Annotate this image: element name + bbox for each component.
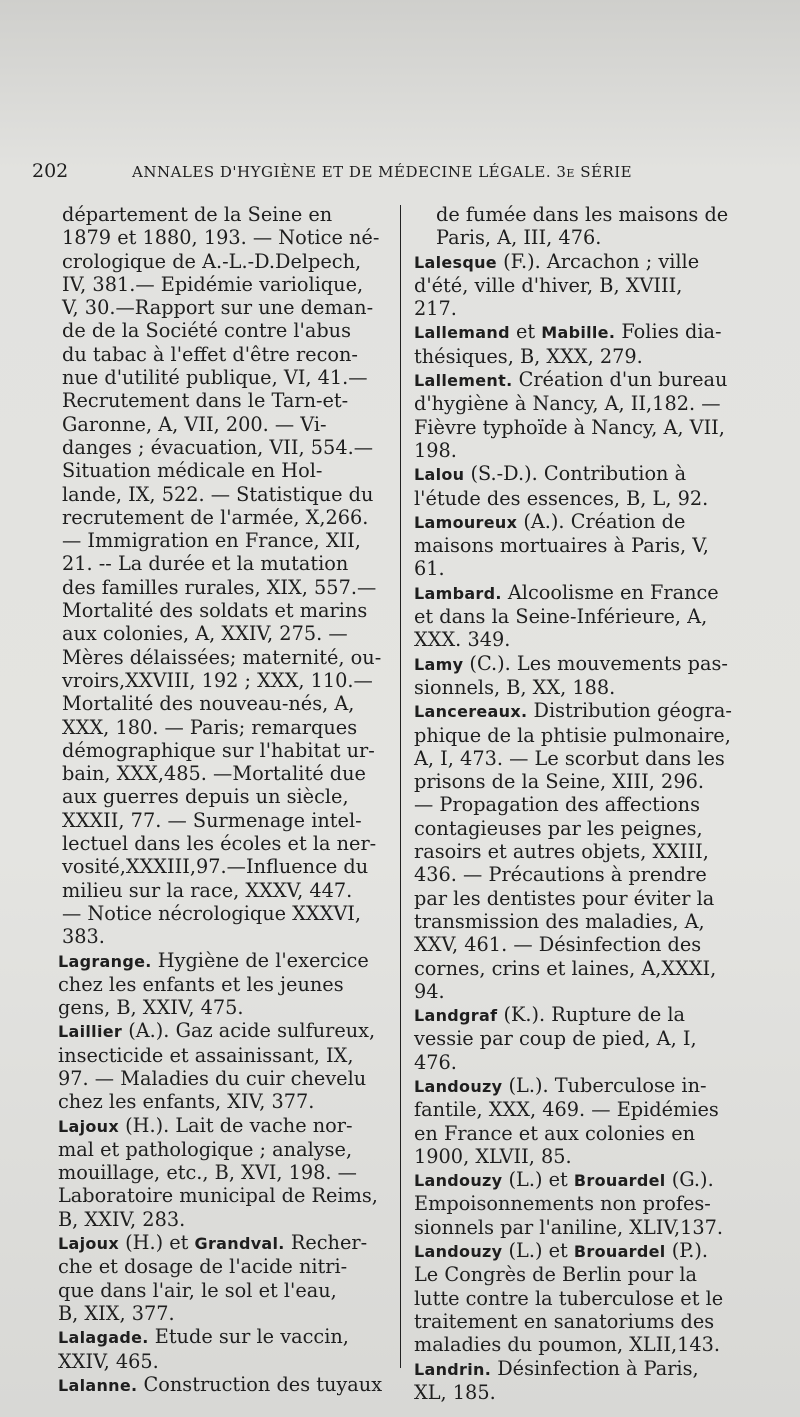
entry-line: che et dosage de l'acide nitri- bbox=[58, 1255, 348, 1279]
entry-line: mal et pathologique ; analyse, bbox=[58, 1137, 353, 1161]
index-entry bbox=[58, 1019, 392, 1113]
index-entry bbox=[414, 581, 770, 652]
author-name: Lalagade. bbox=[58, 1328, 149, 1348]
entry-line: XXIV, 465. bbox=[58, 1349, 159, 1373]
entry-line: recrutement de l'armée, X,266. bbox=[62, 505, 369, 529]
index-entry bbox=[414, 250, 770, 321]
author-name: Lajoux bbox=[58, 1116, 119, 1136]
column-divider bbox=[400, 205, 401, 1368]
author-name: Lambard. bbox=[414, 583, 502, 603]
entry-line: gens, B, XXIV, 475. bbox=[58, 996, 244, 1020]
entry-line: démographique sur l'habitat ur- bbox=[62, 738, 375, 762]
index-entry bbox=[414, 510, 770, 581]
entry-line: département de la Seine en bbox=[62, 203, 333, 226]
entry-first-line bbox=[58, 1113, 392, 1138]
entry-line: Laboratoire municipal de Reims, bbox=[58, 1184, 378, 1208]
entry-line: de fumée dans les maisons de bbox=[436, 203, 729, 226]
entry-text: (F.). Arcachon ; ville bbox=[496, 249, 700, 273]
entry-first-line bbox=[414, 368, 770, 392]
author-name: Lalanne. bbox=[58, 1375, 138, 1395]
author-name: Landrin. bbox=[414, 1359, 492, 1379]
entry-text: (A.). Création de bbox=[517, 509, 686, 533]
entry-line: 1900, XLVII, 85. bbox=[414, 1144, 572, 1168]
running-title: ANNALES D'HYGIÈNE ET DE MÉDECINE LÉGALE. 3e SÉRIE bbox=[132, 163, 633, 181]
entry-text: Construction des tuyaux bbox=[137, 1372, 383, 1396]
entry-line: contagieuses par les peignes, bbox=[414, 816, 703, 840]
entry-first-line bbox=[58, 1372, 392, 1397]
entry-line: sionnels par l'aniline, XLIV,137. bbox=[414, 1215, 724, 1239]
entry-line: Mères délaissées; maternité, ou- bbox=[62, 645, 382, 669]
entry-line: vosité,XXXIII,97.—Influence du bbox=[62, 855, 369, 879]
index-entry bbox=[58, 949, 392, 1020]
page-number: 202 bbox=[32, 160, 69, 182]
entry-text: Recher- bbox=[284, 1231, 368, 1255]
coauthor-name: Grandval. bbox=[194, 1234, 285, 1254]
entry-line: vroirs,XXVIII, 192 ; XXX, 110.— bbox=[62, 668, 373, 692]
coauthor-name: Brouardel bbox=[573, 1242, 666, 1262]
entry-first-line bbox=[414, 1168, 770, 1192]
index-entry bbox=[58, 1114, 392, 1231]
author-name: Landgraf bbox=[414, 1006, 498, 1026]
entry-line: prisons de la Seine, XIII, 296. bbox=[414, 770, 704, 794]
entry-line: transmission des maladies, A, bbox=[414, 909, 705, 933]
entry-line: lutte contre la tuberculose et le bbox=[414, 1286, 724, 1310]
index-entry bbox=[414, 1074, 770, 1168]
entry-line: fantile, XXX, 469. — Epidémies bbox=[414, 1098, 719, 1122]
entry-text: (L.) et bbox=[502, 1239, 574, 1263]
entry-line: IV, 381.— Epidémie variolique, bbox=[62, 272, 364, 296]
entry-first-line bbox=[414, 1003, 770, 1027]
entry-line: 476. bbox=[414, 1050, 457, 1074]
entry-text: (P.). bbox=[665, 1239, 709, 1263]
entry-text: Hygiène de l'exercice bbox=[151, 948, 369, 972]
entry-text: (S.-D.). Contribution à bbox=[464, 462, 687, 486]
entry-first-line bbox=[414, 580, 770, 605]
author-name: Lalesque bbox=[414, 252, 497, 272]
author-name: Lallement. bbox=[414, 371, 513, 391]
entry-line: que dans l'air, le sol et l'eau, bbox=[58, 1278, 337, 1302]
index-entry bbox=[58, 203, 392, 949]
entry-line: B, XIX, 377. bbox=[58, 1301, 175, 1325]
entry-line: Garonne, A, VII, 200. — Vi- bbox=[62, 412, 327, 436]
entry-first-line bbox=[58, 948, 392, 973]
entry-line: 436. — Précautions à prendre bbox=[414, 863, 707, 887]
entry-line: insecticide et assainissant, IX, bbox=[58, 1043, 354, 1067]
entry-line: XXX. 349. bbox=[414, 628, 511, 652]
entry-line: des familles rurales, XIX, 557.— bbox=[62, 575, 377, 599]
entry-text: (A.). Gaz acide sulfureux, bbox=[122, 1019, 376, 1043]
entry-line: d'été, ville d'hiver, B, XVIII, bbox=[414, 273, 683, 297]
index-entry bbox=[414, 1357, 770, 1405]
entry-line: mouillage, etc., B, XVI, 198. — bbox=[58, 1161, 357, 1185]
entry-line: lande, IX, 522. — Statistique du bbox=[62, 482, 374, 506]
entry-line: Le Congrès de Berlin pour la bbox=[414, 1263, 698, 1287]
entry-line: B, XXIV, 283. bbox=[58, 1207, 186, 1231]
entry-line: aux colonies, A, XXIV, 275. — bbox=[62, 622, 348, 646]
entry-line: Recrutement dans le Tarn-et- bbox=[62, 389, 349, 413]
entry-line: Empoisonnements non profes- bbox=[414, 1192, 711, 1216]
left-column bbox=[58, 203, 392, 1397]
entry-text: (H.). Lait de vache nor- bbox=[118, 1113, 353, 1137]
entry-line: rasoirs et autres objets, XXIII, bbox=[414, 840, 709, 864]
entry-text: Alcoolisme en France bbox=[501, 580, 719, 604]
entry-line: 383. bbox=[62, 925, 105, 949]
entry-line: Situation médicale en Hol- bbox=[62, 459, 323, 483]
entry-line: nue d'utilité publique, VI, 41.— bbox=[62, 366, 368, 390]
entry-text: (L.). Tuberculose in- bbox=[502, 1073, 707, 1097]
author-name: Landouzy bbox=[414, 1242, 503, 1262]
entry-line: crologique de A.-L.-D.Delpech, bbox=[62, 249, 362, 273]
right-column bbox=[414, 203, 770, 1404]
entry-text: (K.). Rupture de la bbox=[497, 1003, 686, 1027]
entry-line: 217. bbox=[414, 297, 457, 321]
author-name: Lajoux bbox=[58, 1234, 119, 1254]
author-name: Lamy bbox=[414, 654, 464, 674]
entry-line: V, 30.—Rapport sur une deman- bbox=[62, 296, 374, 320]
index-entry bbox=[414, 203, 770, 250]
entry-line: 21. -- La durée et la mutation bbox=[62, 552, 349, 576]
index-entry bbox=[58, 1373, 392, 1397]
entry-line: 94. bbox=[414, 979, 445, 1003]
entry-line: A, I, 473. — Le scorbut dans les bbox=[414, 746, 725, 770]
entry-first-line bbox=[414, 1073, 770, 1098]
author-name: Lancereaux. bbox=[414, 702, 528, 722]
entry-line: cornes, crins et laines, A,XXXI, bbox=[414, 956, 717, 980]
entry-line: XXX, 180. — Paris; remarques bbox=[62, 715, 358, 739]
entry-line: XXXII, 77. — Surmenage intel- bbox=[62, 808, 362, 832]
entry-first-line bbox=[414, 1239, 770, 1263]
entry-line: de de la Société contre l'abus bbox=[62, 319, 351, 343]
page-header bbox=[32, 160, 772, 186]
index-entry bbox=[414, 1239, 770, 1356]
entry-line: 198. bbox=[414, 438, 457, 462]
index-entry bbox=[414, 320, 770, 368]
entry-line: 1879 et 1880, 193. — Notice né- bbox=[62, 226, 380, 250]
index-entry bbox=[414, 1168, 770, 1239]
index-entry bbox=[414, 368, 770, 462]
entry-line: traitement en sanatoriums des bbox=[414, 1309, 715, 1333]
entry-first-line bbox=[414, 249, 770, 274]
index-entry bbox=[58, 1231, 392, 1325]
entry-first-line bbox=[414, 320, 770, 344]
entry-line: 61. bbox=[414, 557, 445, 581]
entry-text: Distribution géogra- bbox=[527, 699, 732, 723]
author-name: Lamoureux bbox=[414, 512, 518, 532]
entry-line: chez les enfants et les jeunes bbox=[58, 972, 344, 996]
entry-line: du tabac à l'effet d'être recon- bbox=[62, 342, 358, 366]
entry-line: l'étude des essences, B, L, 92. bbox=[414, 486, 709, 510]
coauthor-name: Mabille. bbox=[541, 323, 616, 343]
entry-first-line bbox=[414, 699, 770, 723]
entry-first-line bbox=[414, 509, 770, 534]
entry-first-line bbox=[414, 1356, 770, 1381]
author-name: Laillier bbox=[58, 1022, 123, 1042]
entry-line: Mortalité des nouveau-nés, A, bbox=[62, 692, 355, 716]
entry-line: 97. — Maladies du cuir chevelu bbox=[58, 1066, 367, 1090]
entry-line: lectuel dans les écoles et la ner- bbox=[62, 832, 377, 856]
entry-line: Paris, A, III, 476. bbox=[436, 226, 602, 250]
author-name: Lallemand bbox=[414, 323, 510, 343]
entry-line: en France et aux colonies en bbox=[414, 1121, 696, 1145]
entry-line: — Immigration en France, XII, bbox=[62, 529, 361, 553]
entry-text: Folies dia- bbox=[615, 320, 722, 344]
entry-line: maisons mortuaires à Paris, V, bbox=[414, 534, 709, 558]
entry-line: XXV, 461. — Désinfection des bbox=[414, 933, 702, 957]
entry-line: vessie par coup de pied, A, I, bbox=[414, 1027, 697, 1051]
index-entry bbox=[414, 652, 770, 700]
entry-line: thésiques, B, XXX, 279. bbox=[414, 344, 643, 368]
entry-first-line bbox=[58, 1231, 392, 1255]
entry-text: et bbox=[509, 320, 542, 344]
entry-first-line bbox=[58, 1325, 392, 1349]
index-entry bbox=[414, 462, 770, 510]
entry-text: (G.). bbox=[665, 1168, 714, 1192]
entry-line: sionnels, B, XX, 188. bbox=[414, 675, 616, 699]
coauthor-name: Brouardel bbox=[573, 1171, 666, 1191]
entry-text: (L.) et bbox=[502, 1168, 574, 1192]
entry-line: aux guerres depuis un siècle, bbox=[62, 785, 349, 809]
entry-line: milieu sur la race, XXXV, 447. bbox=[62, 878, 353, 902]
author-name: Landouzy bbox=[414, 1076, 503, 1096]
entry-text: Création d'un bureau bbox=[512, 368, 728, 392]
entry-text: Etude sur le vaccin, bbox=[148, 1325, 349, 1349]
entry-line: XL, 185. bbox=[414, 1380, 496, 1404]
entry-text: (C.). Les mouvements pas- bbox=[463, 651, 728, 675]
entry-first-line bbox=[414, 651, 770, 676]
entry-line: — Propagation des affections bbox=[414, 793, 700, 817]
entry-line: Fièvre typhoïde à Nancy, A, VII, bbox=[414, 415, 725, 439]
entry-line: Mortalité des soldats et marins bbox=[62, 599, 368, 623]
entry-first-line bbox=[414, 462, 770, 486]
index-entry bbox=[414, 699, 770, 1003]
author-name: Landouzy bbox=[414, 1171, 503, 1191]
entry-line: d'hygiène à Nancy, A, II,182. — bbox=[414, 392, 721, 416]
author-name: Lagrange. bbox=[58, 951, 152, 971]
index-entry bbox=[414, 1003, 770, 1074]
entry-line: maladies du poumon, XLII,143. bbox=[414, 1333, 721, 1357]
entry-line: danges ; évacuation, VII, 554.— bbox=[62, 435, 373, 459]
index-entry bbox=[58, 1325, 392, 1373]
entry-line: — Notice nécrologique XXXVI, bbox=[62, 901, 362, 925]
entry-first-line bbox=[58, 1019, 392, 1043]
entry-line: phique de la phtisie pulmonaire, bbox=[414, 723, 731, 747]
author-name: Lalou bbox=[414, 465, 465, 485]
entry-line: par les dentistes pour éviter la bbox=[414, 886, 715, 910]
entry-text: Désinfection à Paris, bbox=[491, 1356, 699, 1380]
entry-line: bain, XXX,485. —Mortalité due bbox=[62, 762, 366, 786]
entry-line: chez les enfants, XIV, 377. bbox=[58, 1090, 315, 1114]
entry-line: et dans la Seine-Inférieure, A, bbox=[414, 605, 708, 629]
entry-text: (H.) et bbox=[118, 1231, 195, 1255]
